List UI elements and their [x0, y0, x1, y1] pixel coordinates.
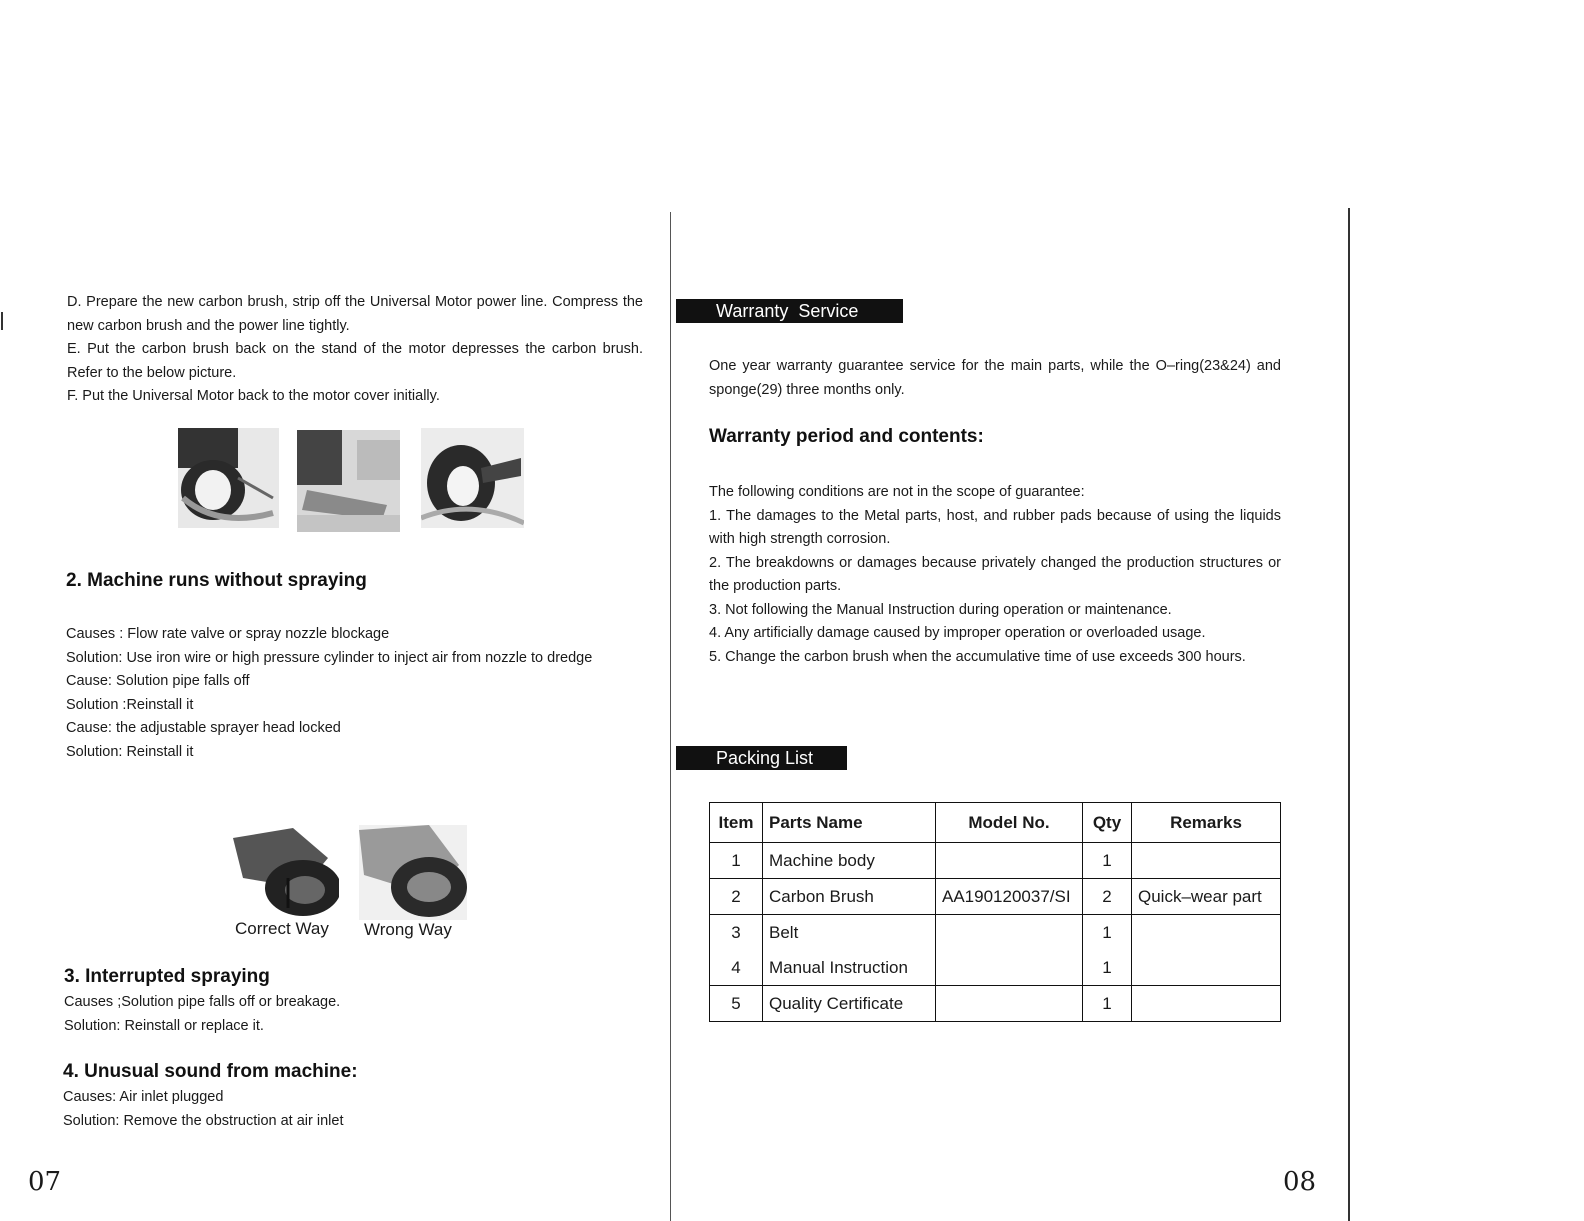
packing-list-bar: Packing List [676, 746, 847, 770]
section-4-line: Solution: Remove the obstruction at air inlet [63, 1112, 344, 1129]
section-4-title: 4. Unusual sound from machine: [63, 1061, 358, 1082]
replacement-steps [67, 291, 643, 409]
section-2-line: Causes : Flow rate valve or spray nozzle blockage [66, 626, 390, 642]
cell-qty: 1 [1083, 986, 1132, 1022]
table-row [710, 915, 1281, 951]
header-remarks: Remarks [1132, 803, 1281, 843]
section-3-line: Solution: Reinstall or replace it. [64, 1017, 264, 1034]
cell-item: 4 [710, 950, 763, 986]
step-d: D. Prepare the new carbon brush, strip off the Universal Motor power line. Compress the new carbon brush and the power line tightly. [67, 294, 643, 334]
section-2-line: Solution: Reinstall it [66, 743, 194, 760]
header-model-no: Model No. [936, 803, 1083, 843]
cell-remarks [1132, 843, 1281, 879]
cell-parts-name: Quality Certificate [763, 986, 936, 1022]
header-qty: Qty [1083, 803, 1132, 843]
section-3-title: 3. Interrupted spraying [64, 966, 270, 987]
header-parts-name: Parts Name [763, 803, 936, 843]
warranty-service-bar: Warranty Service [676, 299, 903, 323]
header-item: Item [710, 803, 763, 843]
cell-item: 3 [710, 915, 763, 951]
page-number-left: 07 [28, 1167, 62, 1197]
section-4-body [63, 1086, 343, 1133]
cell-model-no [936, 986, 1083, 1022]
cell-remarks [1132, 915, 1281, 951]
cell-remarks [1132, 986, 1281, 1022]
nozzle-correct-photo [233, 828, 339, 916]
conditions-intro: The following conditions are not in the scope of guarantee: [709, 484, 1085, 500]
motor-photo-3 [421, 428, 524, 528]
cell-qty: 2 [1083, 879, 1132, 915]
table-row [710, 879, 1281, 915]
section-4-line: Causes: Air inlet plugged [63, 1089, 224, 1105]
table-row [710, 843, 1281, 879]
table-row [710, 950, 1281, 986]
section-2-line: Solution :Reinstall it [66, 696, 194, 713]
section-2-line: Solution: Use iron wire or high pressure cylinder to inject air from nozzle to dredge [66, 649, 593, 666]
section-3-line: Causes ;Solution pipe falls off or breakage. [64, 994, 341, 1010]
cell-qty: 1 [1083, 950, 1132, 986]
cell-qty: 1 [1083, 843, 1132, 879]
warranty-conditions [709, 481, 1281, 669]
cell-parts-name: Machine body [763, 843, 936, 879]
condition-item: 2. The breakdowns or damages because privately changed the production structures or the production parts. [709, 554, 1281, 594]
condition-item: 1. The damages to the Metal parts, host, and rubber pads because of using the liquids with high strength corrosion. [709, 507, 1281, 547]
cell-model-no [936, 915, 1083, 951]
left-margin-mark [1, 312, 3, 330]
cell-item: 1 [710, 843, 763, 879]
page-number-right: 08 [1283, 1167, 1317, 1197]
wrong-way-caption: Wrong Way [364, 920, 452, 939]
correct-way-caption: Correct Way [235, 919, 329, 938]
center-fold-line [670, 212, 671, 1221]
cell-item: 5 [710, 986, 763, 1022]
cell-item: 2 [710, 879, 763, 915]
cell-remarks [1132, 950, 1281, 986]
warranty-period-title: Warranty period and contents: [709, 426, 984, 447]
section-2-line: Cause: the adjustable sprayer head locked [66, 720, 341, 736]
cell-parts-name: Manual Instruction [763, 950, 936, 986]
cell-remarks: Quick–wear part [1132, 879, 1281, 915]
section-2-line: Cause: Solution pipe falls off [66, 673, 250, 689]
warranty-text: One year warranty guarantee service for the main parts, while the O–ring(23&24) and sponge(29) three months only. [709, 358, 1281, 398]
right-edge-line [1348, 208, 1350, 1221]
motor-photo-2 [297, 430, 400, 532]
table-header-row [710, 803, 1281, 843]
section-2-title: 2. Machine runs without spraying [66, 570, 367, 591]
step-e: E. Put the carbon brush back on the stand of the motor depresses the carbon brush. Refer to the below picture. [67, 341, 643, 381]
table-row [710, 986, 1281, 1022]
condition-item: 5. Change the carbon brush when the accumulative time of use exceeds 300 hours. [709, 648, 1246, 665]
cell-parts-name: Belt [763, 915, 936, 951]
section-3-body [64, 991, 340, 1038]
condition-item: 3. Not following the Manual Instruction during operation or maintenance. [709, 601, 1172, 618]
cell-model-no: AA190120037/SI [936, 879, 1083, 915]
cell-model-no [936, 950, 1083, 986]
condition-item: 4. Any artificially damage caused by improper operation or overloaded usage. [709, 625, 1206, 641]
nozzle-wrong-photo [359, 825, 467, 920]
cell-qty: 1 [1083, 915, 1132, 951]
packing-list-table [709, 802, 1281, 1022]
step-f: F. Put the Universal Motor back to the motor cover initially. [67, 388, 440, 404]
motor-photo-1 [178, 428, 279, 528]
section-2-body [66, 623, 596, 764]
cell-model-no [936, 843, 1083, 879]
cell-parts-name: Carbon Brush [763, 879, 936, 915]
